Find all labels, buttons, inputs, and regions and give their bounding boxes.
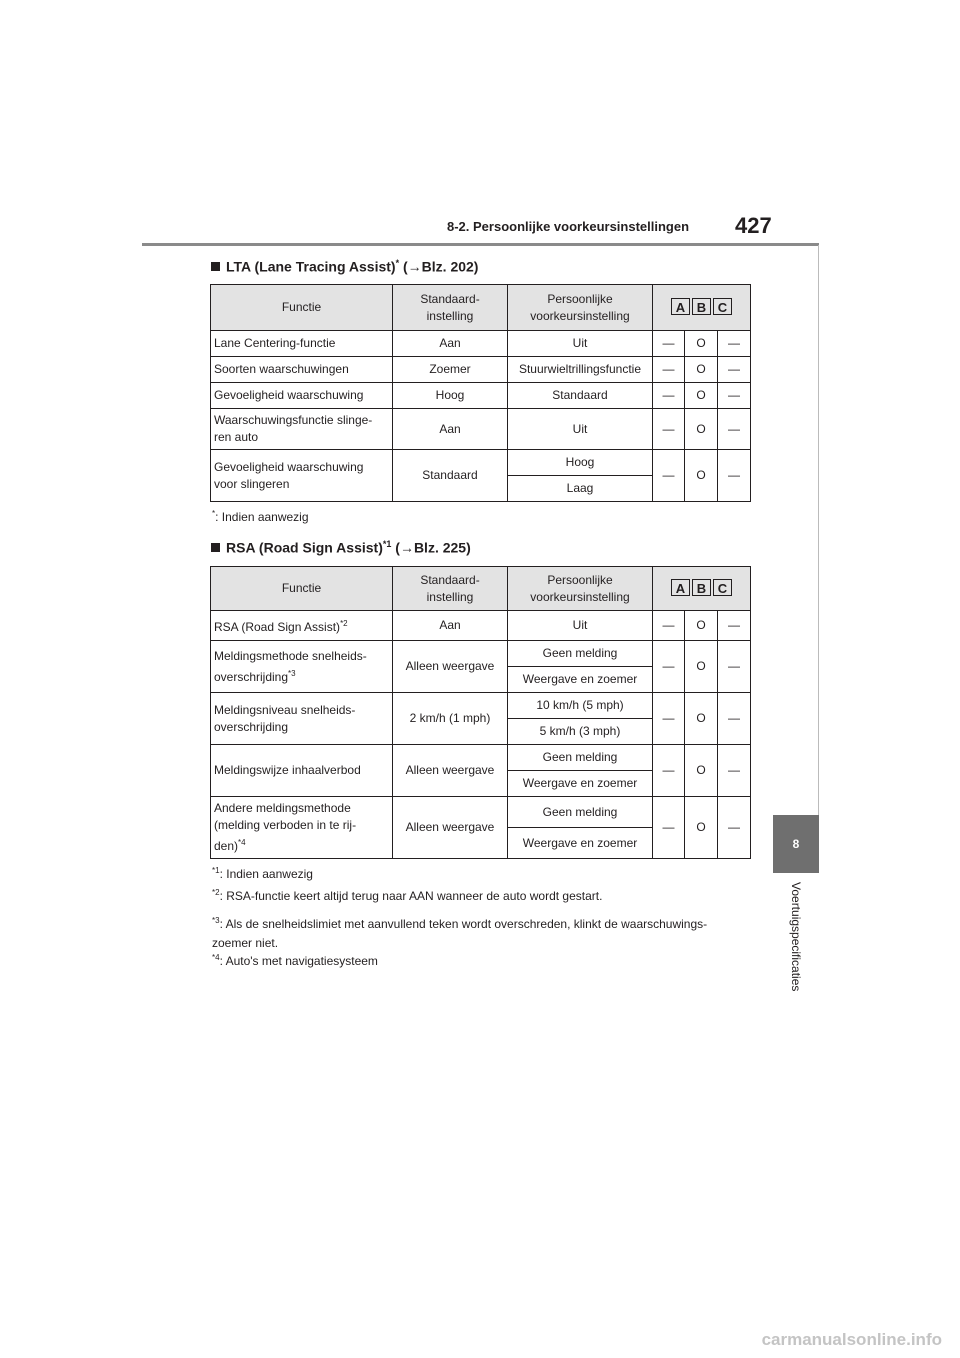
rsa-footnote-2: $^{*2}$: RSA-functie keert altijd terug naar AAN wanneer de auto wordt gestart. (212, 888, 603, 903)
lta-footnote: *: Indien aanwezig (212, 509, 309, 524)
chapter-label (777, 882, 817, 1008)
lta-table (210, 284, 751, 502)
header-custom: Persoonlijke voorkeursinstelling (508, 567, 653, 611)
side-divider (818, 245, 819, 815)
table-row: Gevoeligheid waarschuwing voor slingeren Standaard Hoog — O — (211, 450, 751, 476)
table-row: Waarschuwingsfunctie slinge- ren auto Aan Uit — O — (211, 409, 751, 450)
table-row: Weergave en zoemer (211, 667, 751, 693)
chapter-number: 8 (792, 837, 800, 851)
square-bullet-icon (211, 262, 220, 271)
rsa-heading: RSA (Road Sign Assist)$^{*1}$ (→Blz. 225) (211, 539, 471, 556)
table-row: Weergave en zoemer (211, 771, 751, 797)
rsa-footnote-3: $^{*3}$: Als de snelheidslimiet met aanvullend teken wordt overschreden, klinkt de waarschuwings- zoemer niet. (212, 916, 708, 950)
table-row: Meldingsniveau snelheids- overschrijding 2 km/h (1 mph) 10 km/h (5 mph) — O — (211, 693, 751, 719)
header-default: Standaard- instelling (393, 567, 508, 611)
section-title: 8-2. Persoonlijke voorkeursinstellingen (447, 219, 690, 234)
table-row: RSA (Road Sign Assist)$^{*2}$ Aan Uit — O — (211, 611, 751, 641)
square-bullet-icon (211, 543, 220, 552)
table-row: 5 km/h (3 mph) (211, 719, 751, 745)
table-header-row (211, 567, 751, 611)
rsa-footnote-1: $^{*1}$: Indien aanwezig (212, 866, 313, 881)
table-row: Meldingswijze inhaalverbod Alleen weergave Geen melding — O — (211, 745, 751, 771)
lta-heading: LTA (Lane Tracing Assist)* (→Blz. 202) (211, 258, 478, 275)
header-function: Functie (211, 285, 393, 331)
header-divider (142, 243, 819, 246)
header-default: Standaard- instelling (393, 285, 508, 331)
rsa-footnote-4: $^{*4}$: Auto's met navigatiesysteem (212, 953, 378, 968)
watermark: carmanualsonline.info (761, 1330, 942, 1349)
table-header-row (211, 285, 751, 331)
table-row: Lane Centering-functie Aan Uit — O — (211, 331, 751, 357)
table-row: Weergave en zoemer (211, 828, 751, 859)
table-row: Meldingsmethode snelheids- overschrijding$^{*3}$ Alleen weergave Geen melding — O — (211, 641, 751, 667)
chapter-label-text: Voertuigspecificaties (789, 882, 803, 992)
table-row: Soorten waarschuwingen Zoemer Stuurwieltrillingsfunctie — O — (211, 357, 751, 383)
header-custom: Persoonlijke voorkeursinstelling (508, 285, 653, 331)
header-abc: A B C (653, 567, 751, 611)
header-function: Functie (211, 567, 393, 611)
page-number: 427 (735, 213, 772, 238)
table-row: Laag (211, 476, 751, 502)
chapter-tab (773, 815, 819, 873)
rsa-table (210, 566, 751, 859)
table-row: Gevoeligheid waarschuwing Hoog Standaard — O — (211, 383, 751, 409)
table-row: Andere meldingsmethode (melding verboden in te rij- den)$^{*4}$ Alleen weergave Geen melding — O — (211, 797, 751, 828)
header-abc: A B C (653, 285, 751, 331)
